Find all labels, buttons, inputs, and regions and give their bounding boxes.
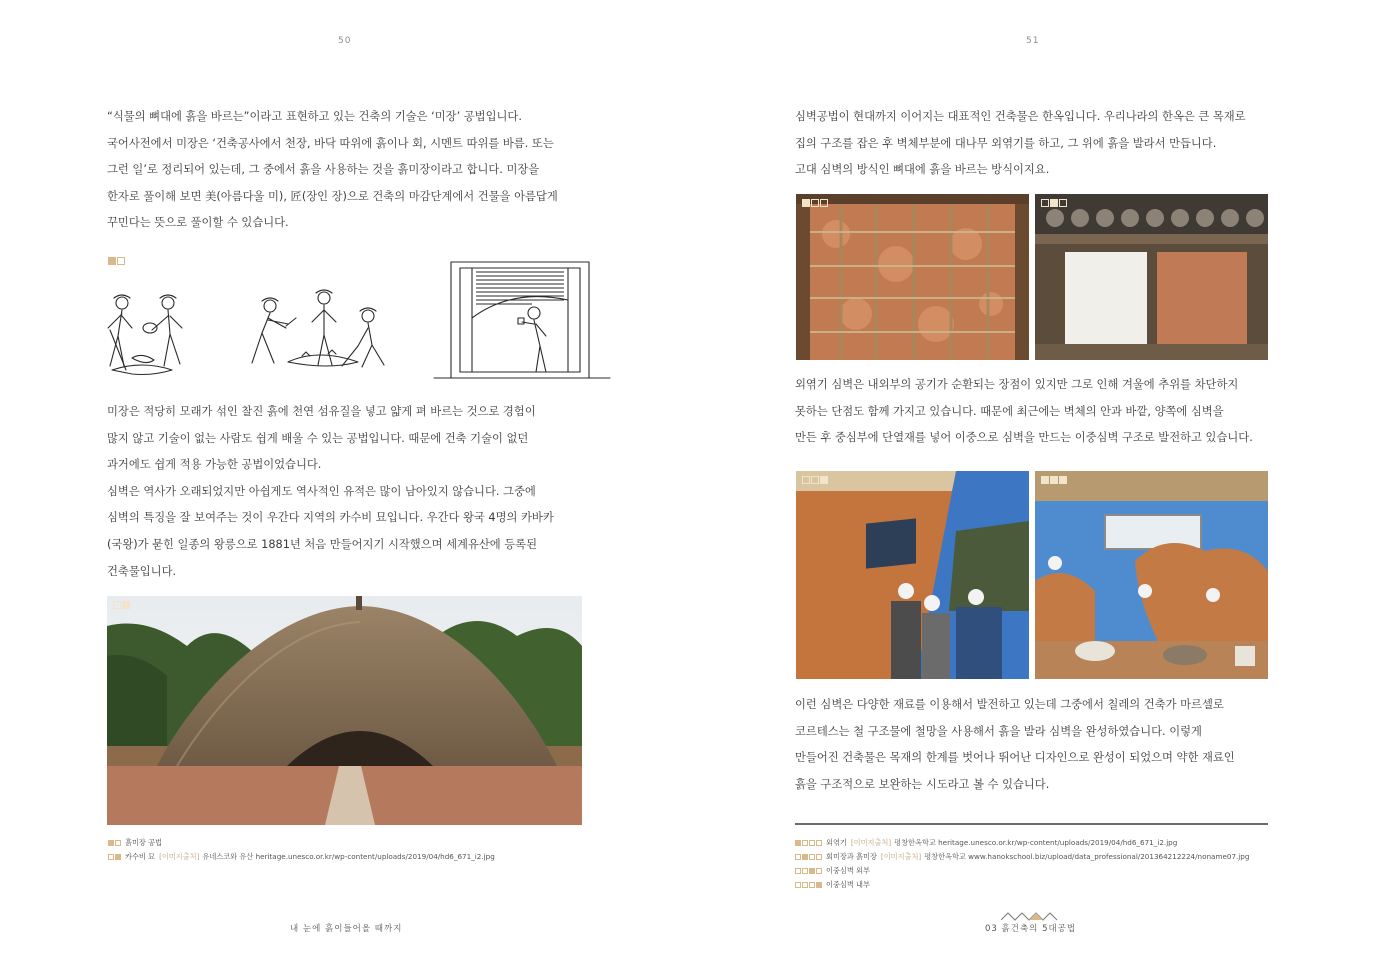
left-captions <box>108 836 495 864</box>
caption-url: 평창한옥학교 heritage.unesco.or.kr/wp-content/uploads/2019/04/hd6_671_i2.jpg <box>894 838 1178 847</box>
caption-label: 외엮기 <box>826 838 847 847</box>
double-wall-interior-photo <box>1035 471 1268 679</box>
text-line: 외엮기 심벽은 내외부의 공기가 순환되는 장점이 있지만 그로 인해 겨울에 추위를 차단하지 <box>795 378 1239 391</box>
photo-marker <box>113 601 130 609</box>
caption-label: 흙미장 공법 <box>125 838 163 847</box>
caption-source-tag: [이미지출처] <box>850 838 892 847</box>
plastering-illustration <box>92 258 612 382</box>
caption-row <box>795 878 1249 892</box>
chapter-footer: 03 흙건축의 5대공법 <box>985 924 1077 934</box>
photo-marker <box>1041 476 1067 484</box>
caption-row <box>795 850 1249 864</box>
caption-marker <box>108 854 121 860</box>
text-line: 국어사전에서 미장은 ‘건축공사에서 천장, 바닥 따위에 흙이나 회, 시멘트 따위를 바름. 또는 <box>107 136 554 150</box>
page-number: 50 <box>338 36 352 46</box>
book-title-footer: 내 눈에 흙이들어올 때까지 <box>290 924 403 934</box>
text-line: 고대 심벽의 방식인 뼈대에 흙을 바르는 방식이지요. <box>795 163 1050 177</box>
text-line: (국왕)가 묻힌 일종의 왕릉으로 1881년 처음 만들어지기 시작했으며 세계유산에 등록된 <box>107 537 538 551</box>
caption-marker <box>795 840 822 846</box>
caption-row <box>108 836 495 850</box>
text-line: 건축물입니다. <box>107 564 177 578</box>
text-line: 꾸민다는 뜻으로 풀이할 수 있습니다. <box>107 216 289 230</box>
right-captions <box>795 836 1249 892</box>
photo-marker <box>1041 199 1067 207</box>
kasubi-tomb-photo <box>107 596 582 825</box>
caption-marker <box>795 882 822 888</box>
caption-divider <box>795 823 1268 825</box>
left-paragraph-1 <box>107 104 558 237</box>
text-line: 심벽공법이 현대까지 이어지는 대표적인 건축물은 한옥입니다. 우리나라의 한옥은 큰 목재로 <box>795 110 1246 123</box>
page-number: 51 <box>1026 36 1040 46</box>
text-line: 많지 않고 기술이 없는 사람도 쉽게 배울 수 있는 공법입니다. 때문에 건축 기술이 없던 <box>107 431 529 445</box>
text-line: “식물의 뼈대에 흙을 바르는”이라고 표현하고 있는 건축의 기술은 ‘미장’ 공법입니다. <box>107 110 522 123</box>
right-paragraph-3 <box>795 692 1235 798</box>
mountain-ornament-icon <box>1001 911 1059 921</box>
plaster-walls-photo <box>1035 194 1268 360</box>
right-paragraph-1 <box>795 104 1246 184</box>
text-line: 심벽의 특징을 잘 보여주는 것이 우간다 지역의 카수비 묘입니다. 우간다 왕국 4명의 카바카 <box>107 511 554 525</box>
text-line: 코르테스는 철 구조물에 철망을 사용해서 흙을 발라 심벽을 완성하였습니다. 이렇게 <box>795 724 1202 738</box>
text-line: 과거에도 쉽게 적용 가능한 공법이었습니다. <box>107 458 322 472</box>
caption-row <box>795 836 1249 850</box>
text-line: 심벽은 역사가 오래되었지만 아쉽게도 역사적인 유적은 많이 남아있지 않습니다. 그중에 <box>107 484 536 498</box>
right-page <box>688 0 1375 971</box>
text-line: 이런 심벽은 다양한 재료를 이용해서 발전하고 있는데 그중에서 칠레의 건축가 마르셀로 <box>795 698 1224 711</box>
caption-marker <box>795 854 822 860</box>
caption-source-tag: [이미지출처] <box>880 852 922 861</box>
text-line: 흙을 구조적으로 보완하는 시도라고 볼 수 있습니다. <box>795 777 1050 791</box>
caption-label: 이중심벽 외부 <box>826 866 870 875</box>
caption-source-tag: [이미지출처] <box>159 852 200 861</box>
text-line: 한자로 풀이해 보면 美(아름다울 미), 匠(장인 장)으로 건축의 마감단계에서 건물을 아름답게 <box>107 189 558 203</box>
caption-label: 카수비 묘 <box>125 852 156 861</box>
caption-label: 회미장과 흙미장 <box>826 852 877 861</box>
photo-marker <box>802 199 828 207</box>
wattle-wall-photo <box>796 194 1029 360</box>
caption-marker <box>795 868 822 874</box>
caption-url: 평창한옥학교 www.hanokschool.biz/upload/data_professional/201364212224/noname07.jpg <box>924 852 1250 861</box>
caption-marker <box>108 840 121 846</box>
double-wall-exterior-photo <box>796 471 1029 679</box>
caption-url: 유네스코와 유산 heritage.unesco.or.kr/wp-content/uploads/2019/04/hd6_671_i2.jpg <box>202 852 495 861</box>
text-line: 만든 후 중심부에 단열재를 넣어 이중으로 심벽을 만드는 이중심벽 구조로 발전하고 있습니다. <box>795 431 1253 445</box>
photo-marker <box>802 476 828 484</box>
caption-row <box>795 864 1249 878</box>
caption-row <box>108 850 495 864</box>
text-line: 못하는 단점도 함께 가지고 있습니다. 때문에 최근에는 벽체의 안과 바깥, 양쪽에 심벽을 <box>795 404 1224 418</box>
text-line: 만들어진 건축물은 목재의 한계를 벗어나 뛰어난 디자인으로 완성이 되었으며 약한 재료인 <box>795 751 1235 765</box>
text-line: 집의 구조를 잡은 후 벽체부분에 대나무 외엮기를 하고, 그 위에 흙을 발라서 만듭니다. <box>795 136 1217 150</box>
caption-label: 이중심벽 내부 <box>826 880 870 889</box>
right-paragraph-2 <box>795 372 1253 452</box>
text-line: 그런 일’로 정리되어 있는데, 그 중에서 흙을 사용하는 것을 흙미장이라고 합니다. 미장을 <box>107 163 540 177</box>
left-paragraph-2 <box>107 399 554 585</box>
text-line: 미장은 적당히 모래가 섞인 찰진 흙에 천연 섬유질을 넣고 얇게 펴 바르는 것으로 경험이 <box>107 405 536 418</box>
